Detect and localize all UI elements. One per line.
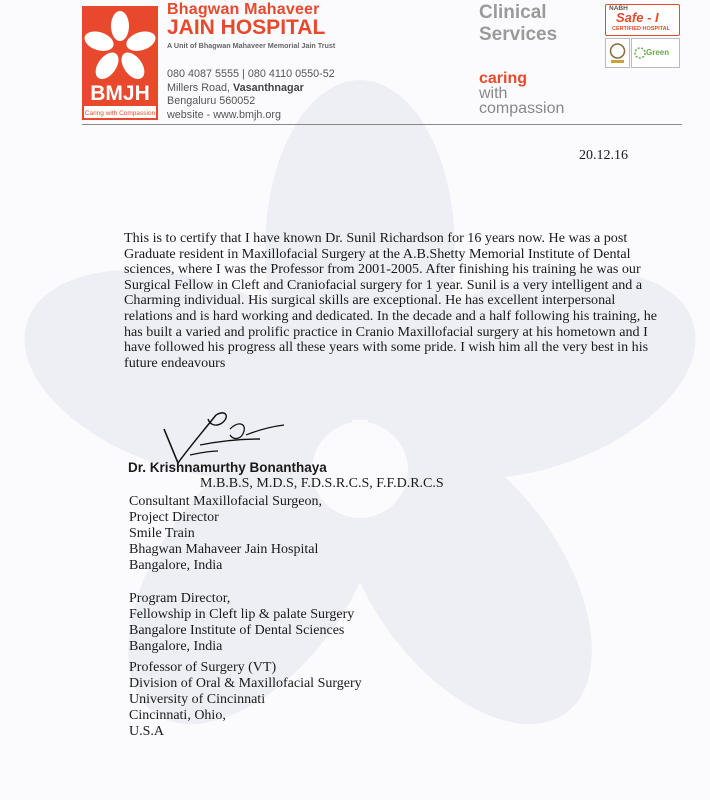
certified-label: CERTIFIED HOSPITAL — [612, 26, 670, 32]
signer-qualifications: M.B.B.S, M.D.S, F.D.S.R.C.S, F.F.D.R.C.S — [200, 476, 444, 491]
hospital-address-street: Millers Road, Vasanthnagar — [167, 81, 304, 94]
position-line: Professor of Surgery (VT) — [129, 660, 277, 675]
body-line: future endeavours — [124, 354, 226, 371]
hospital-contact — [167, 68, 335, 122]
position-line: Bangalore, India — [129, 639, 223, 654]
green-hospital-badge — [631, 38, 680, 68]
position-line: University of Cincinnati — [129, 692, 266, 707]
letter-date: 20.12.16 — [579, 148, 628, 163]
body-line: have followed his progress all these years with some pride. I wish him all the very best in his — [124, 339, 649, 356]
hospital-address-city: Bengaluru 560052 — [167, 95, 256, 107]
position-line: Consultant Maxillofacial Surgeon, — [129, 494, 322, 509]
signer-name: Dr. Krishnamurthy Bonanthaya — [128, 460, 327, 475]
hospital-website: website - www.bmjh.org — [167, 108, 282, 121]
safe-label: Safe - I — [616, 10, 659, 25]
body-line: Surgical Fellow in Cleft and Craniofacial surgery for 1 year. Sunil is a very intelligent and a — [124, 276, 643, 293]
hospital-name-line1: Bhagwan Mahaveer — [167, 1, 320, 18]
signer-position-block-2 — [129, 591, 354, 655]
position-line: Program Director, — [129, 591, 231, 606]
position-line: Fellowship in Cleft lip & palate Surgery — [129, 607, 355, 622]
header-divider — [82, 124, 682, 125]
body-line: has built a varied and prolific practice in Cranio Maxillofacial surgery at his hometown and I — [124, 323, 648, 340]
hospital-name-line2: JAIN HOSPITAL — [167, 16, 326, 39]
position-line: Bangalore, India — [129, 558, 223, 573]
body-line: Graduate resident in Maxillofacial Surgery at the A.B.Shetty Memorial Institute of Dental — [124, 245, 631, 262]
hospital-phone: 080 4087 5555 | 080 4110 0550-52 — [167, 68, 335, 80]
position-line: Bhagwan Mahaveer Jain Hospital — [129, 542, 319, 557]
hospital-trust: A Unit of Bhagwan Mahaveer Memorial Jain Trust — [167, 41, 336, 50]
nabh-label: NABH — [609, 5, 628, 12]
bmjh-logo — [82, 6, 158, 120]
logo-text: BMJH — [90, 82, 150, 105]
position-line: Division of Oral & Maxillofacial Surgery — [129, 676, 362, 691]
handwritten-signature — [160, 405, 290, 465]
clinical-services-title: Clinical Services — [479, 2, 558, 45]
position-line: Bangalore Institute of Dental Sciences — [129, 623, 345, 638]
hospital-address-area: Vasanthnagar — [233, 81, 304, 94]
signer-position-block-3 — [129, 660, 362, 740]
logo-tagline: Caring with Compassion — [84, 110, 156, 117]
certification-seal-icon — [605, 38, 630, 68]
signer-position-block-1 — [129, 494, 322, 574]
body-line: sciences, where I was the Professor from 2001-2005. After finishing his training he was our — [124, 261, 641, 278]
position-line: Project Director — [129, 510, 219, 525]
nabh-safe-badge — [605, 4, 680, 36]
body-line: This is to certify that I have known Dr. Sunil Richardson for 16 years now. He was a post — [124, 230, 628, 246]
position-line: U.S.A — [129, 724, 165, 739]
position-line: Smile Train — [129, 526, 195, 541]
position-line: Cincinnati, Ohio, — [129, 708, 226, 723]
body-line: relations and is hard working and dedicated. In the decade and a half following his training, he — [124, 307, 658, 324]
body-line: Charming individual. His surgical skills are exceptional. He has excellent interpersonal — [124, 292, 616, 309]
green-badge-label: Green — [646, 48, 670, 57]
letter-body — [124, 230, 658, 371]
caring-with-compassion: caring with compassion — [479, 70, 565, 117]
